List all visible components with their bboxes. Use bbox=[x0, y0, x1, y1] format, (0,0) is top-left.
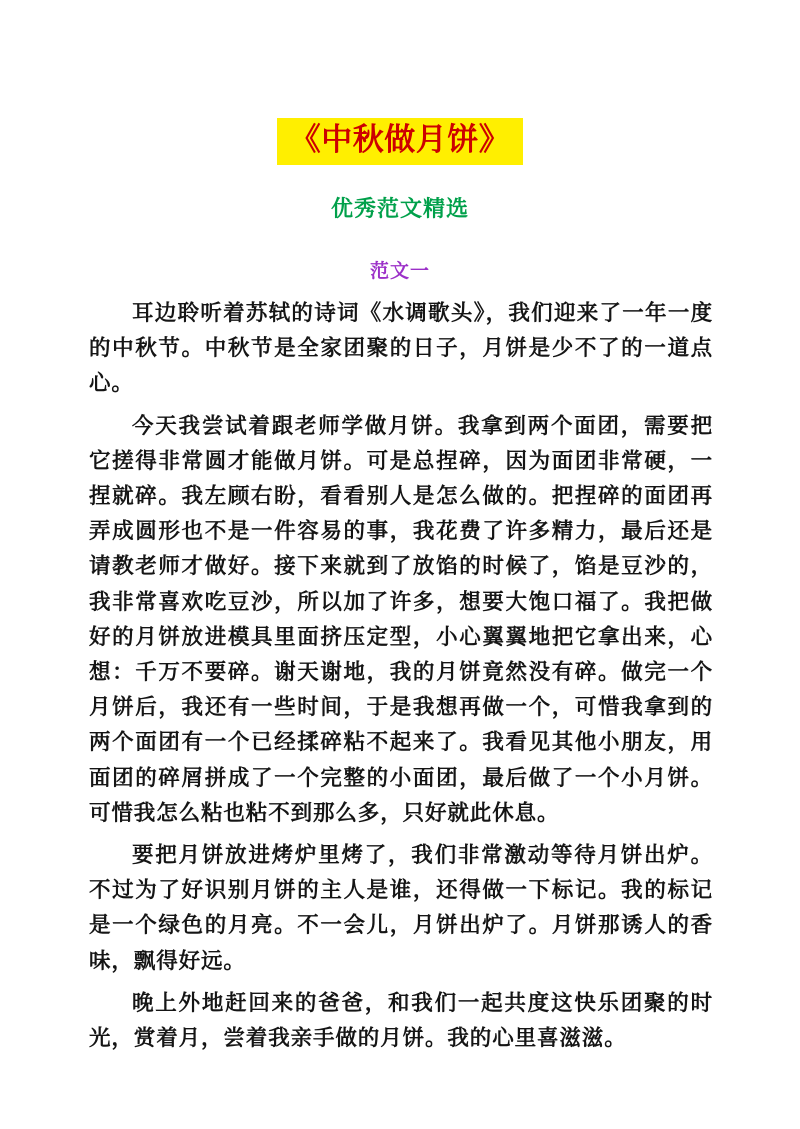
page-title: 《中秋做月饼》 bbox=[277, 118, 524, 165]
body-paragraph: 晚上外地赶回来的爸爸，和我们一起共度这快乐团聚的时光，赏着月，尝着我亲手做的月饼。我的心里喜滋滋。 bbox=[89, 990, 713, 1052]
body-paragraph: 要把月饼放进烤炉里烤了，我们非常激动等待月饼出炉。不过为了好识别月饼的主人是谁，还得做一下标记。我的标记是一个绿色的月亮。不一会儿，月饼出炉了。月饼那诱人的香味，飘得好远。 bbox=[89, 843, 713, 974]
body-text-column bbox=[89, 296, 713, 1056]
subtitle-row bbox=[0, 197, 800, 223]
section-heading: 范文一 bbox=[369, 260, 430, 282]
body-paragraph: 今天我尝试着跟老师学做月饼。我拿到两个面团，需要把它搓得非常圆才能做月饼。可是总捏碎，因为面团非常硬，一捏就碎。我左顾右盼，看看别人是怎么做的。把捏碎的面团再弄成圆形也不是一件容易的事，我花费了许多精力，最后还是请教老师才做好。接下来就到了放馅的时候了，馅是豆沙的，我非常喜欢吃豆沙，所以加了许多，想要大饱口福了。我把做好的月饼放进模具里面挤压定型，小心翼翼地把它拿出来，心想：千万不要碎。谢天谢地，我的月饼竟然没有碎。做完一个月饼后，我还有一些时间，于是我想再做一个，可惜我拿到的两个面团有一个已经揉碎粘不起来了。我看见其他小朋友，用面团的碎屑拼成了一个完整的小面团，最后做了一个小月饼。可惜我怎么粘也粘不到那么多，只好就此休息。 bbox=[89, 413, 713, 826]
title-row bbox=[0, 118, 800, 165]
section-heading-row bbox=[0, 260, 800, 283]
body-paragraph: 耳边聆听着苏轼的诗词《水调歌头》，我们迎来了一年一度的中秋节。中秋节是全家团聚的日子，月饼是少不了的一道点心。 bbox=[89, 301, 713, 397]
page-subtitle: 优秀范文精选 bbox=[330, 197, 469, 222]
